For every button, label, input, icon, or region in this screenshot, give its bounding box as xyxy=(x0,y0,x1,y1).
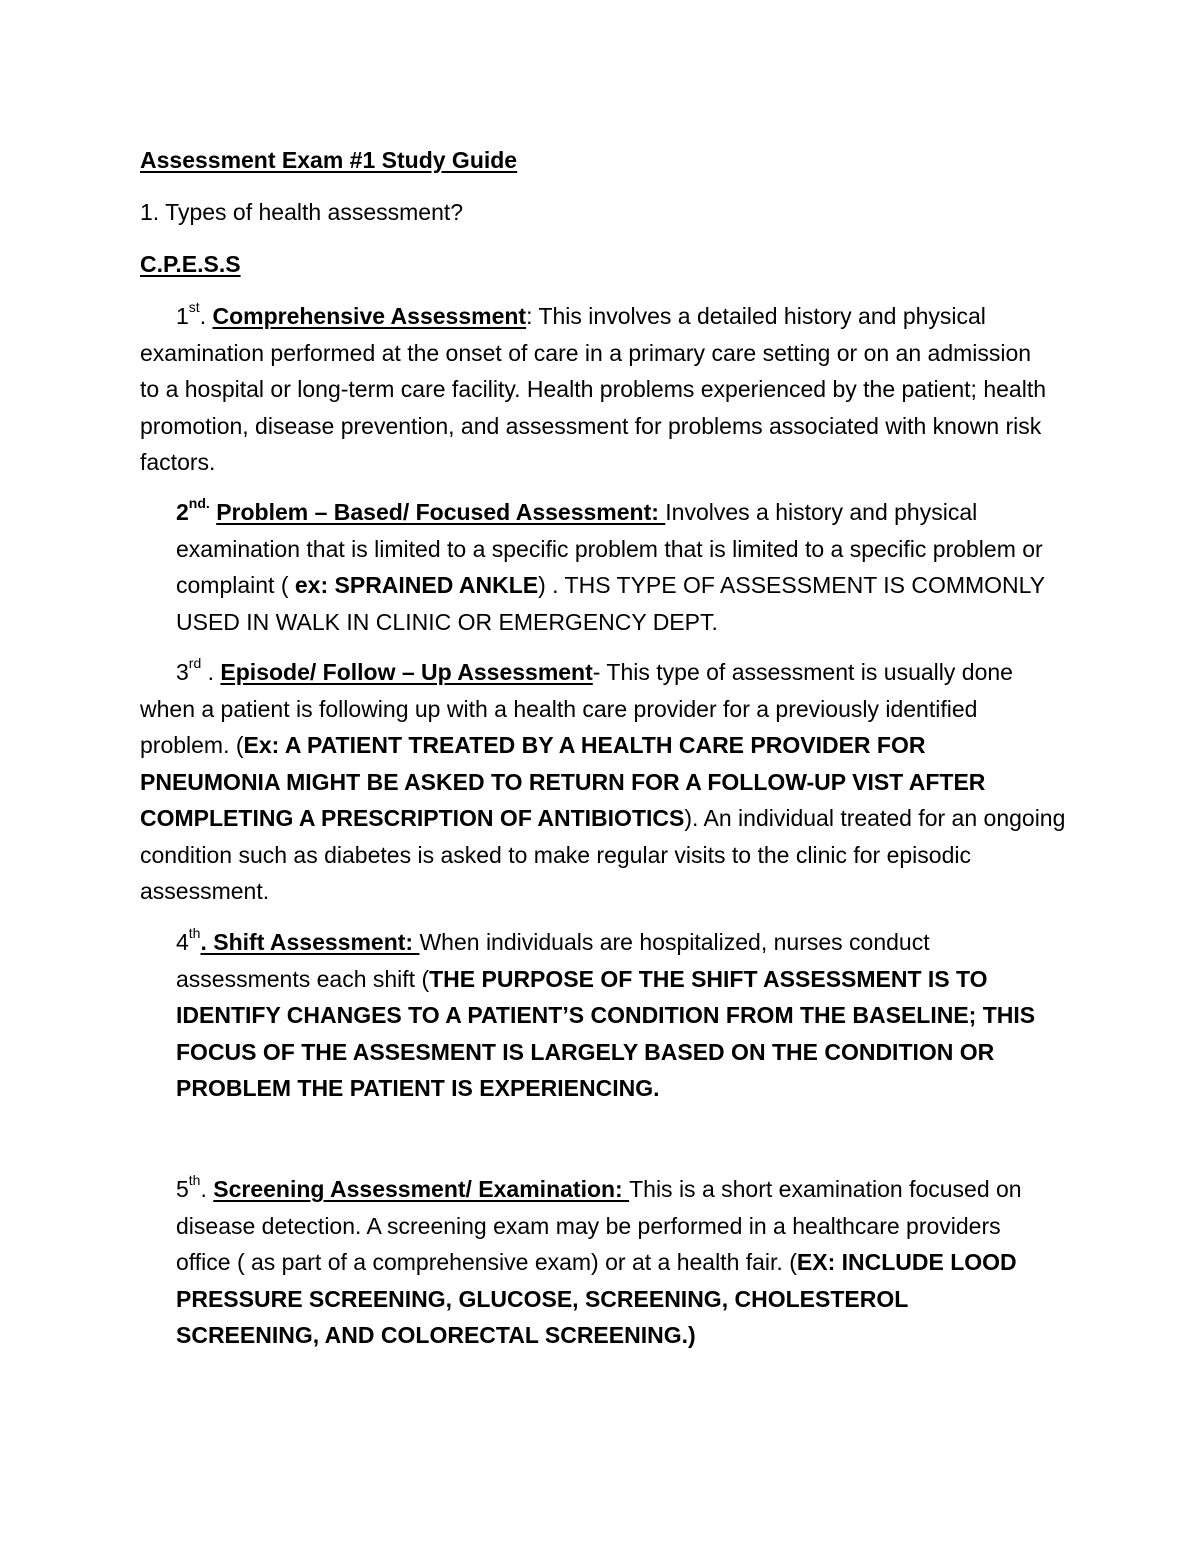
item-ordinal-suffix: th xyxy=(188,925,201,942)
item-number: 3 xyxy=(176,659,189,685)
item-body-text: Involves a history and physical examination that is limited to a specific problem that is limited to a specific problem or complaint ( xyxy=(176,499,1043,598)
item-example-text: EX: INCLUDE LOOD PRESSURE SCREENING, GLUCOSE, SCREENING, CHOLESTEROL SCREENING, AND COLORECTAL SCREENING.) xyxy=(176,1249,1017,1348)
item-example-text: ex: SPRAINED ANKLE xyxy=(294,572,539,598)
item-heading: Comprehensive Assessment xyxy=(212,303,527,329)
item-ordinal-suffix: rd xyxy=(188,655,202,672)
item-body-text: This is a short examination focused on disease detection. A screening exam may be performed in a healthcare providers office ( as part of a comprehensive exam) or at a health fair. ( xyxy=(176,1176,1022,1275)
item-separator: . xyxy=(200,1176,214,1202)
item-number: 5 xyxy=(176,1176,189,1202)
item-heading: . Shift Assessment: xyxy=(200,929,420,955)
item-emphasis-text: THE PURPOSE OF THE SHIFT ASSESSMENT IS TO IDENTIFY CHANGES TO A PATIENT’S CONDITION FROM THE BASELINE; THIS FOCUS OF THE ASSESMENT IS LARGELY BASED ON THE CONDITION OR PROBLEM THE PATIENT IS EXPERIENCING. xyxy=(176,965,1036,1101)
item-number: 4 xyxy=(176,929,189,955)
item-ordinal-suffix: nd. xyxy=(188,495,210,512)
item-example-text: Ex: A PATIENT TREATED BY A HEALTH CARE PROVIDER FOR PNEUMONIA MIGHT BE ASKED TO RETURN FOR A FOLLOW-UP VIST AFTER COMPLETING A PRESCRIPTION OF ANTIBIOTICS xyxy=(140,732,986,831)
item-separator: . xyxy=(199,303,213,329)
item-heading: Episode/ Follow – Up Assessment xyxy=(220,659,593,685)
assessment-item-comprehensive xyxy=(140,298,1052,481)
item-body-text: : This involves a detailed history and physical examination performed at the onset of care in a primary care setting or on an admission to a hospital or long-term care facility. Health problems experienced by the patient; health promotion, disease prevention, and assessment for problems associated with known risk factors. xyxy=(140,303,1047,475)
item-body-text: - This type of assessment is usually done when a patient is following up with a health care provider for a previously identified problem. ( xyxy=(140,659,1013,758)
item-body-text-continued: ) . THS TYPE OF ASSESSMENT IS COMMONLY USED IN WALK IN CLINIC OR EMERGENCY DEPT. xyxy=(176,572,1045,635)
assessment-item-episodic xyxy=(140,654,1070,910)
item-number: 1 xyxy=(176,303,189,329)
item-heading: Problem – Based/ Focused Assessment: xyxy=(216,499,666,525)
assessment-item-focused xyxy=(176,494,1056,640)
item-heading: Screening Assessment/ Examination: xyxy=(213,1176,630,1202)
item-separator: . xyxy=(201,659,221,685)
item-number: 2 xyxy=(176,499,189,525)
item-body-text: When individuals are hospitalized, nurses conduct assessments each shift ( xyxy=(176,929,930,992)
item-ordinal-suffix: st xyxy=(188,299,200,316)
item-ordinal-suffix: th xyxy=(188,1172,201,1189)
document-title: Assessment Exam #1 Study Guide xyxy=(140,147,518,173)
question-1 xyxy=(140,194,1040,231)
question-number: 1. xyxy=(140,199,160,225)
assessment-item-screening xyxy=(176,1171,1056,1354)
assessment-item-shift xyxy=(176,924,1056,1107)
question-text: Types of health assessment? xyxy=(165,199,464,225)
mnemonic-heading: C.P.E.S.S xyxy=(140,251,241,277)
item-body-text-continued: ). An individual treated for an ongoing condition such as diabetes is asked to make regular visits to the clinic for episodic assessment. xyxy=(140,805,1066,904)
